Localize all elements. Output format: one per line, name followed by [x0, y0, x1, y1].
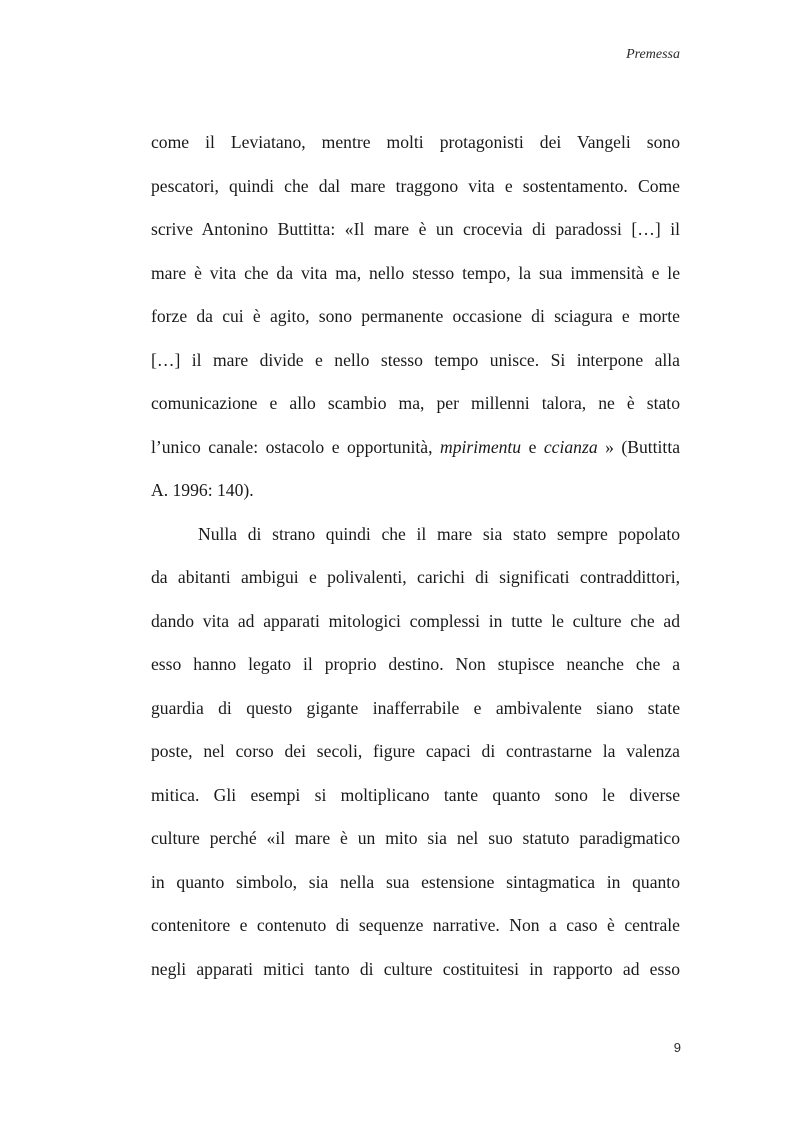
text-line: poste, nel corso dei secoli, figure capaci di contrastarne la valenza — [151, 741, 680, 761]
text-line: culture perché «il mare è un mito sia nel suo statuto paradigmatico — [151, 828, 680, 848]
text-line: Nulla di strano quindi che il mare sia stato sempre popolato — [198, 523, 680, 544]
dialect-term: mpirimentu — [439, 436, 522, 457]
text-line: […] il mare divide e nello stesso tempo unisce. Si interpone alla — [151, 349, 680, 370]
text-segment: l’unico canale: ostacolo e opportunità, — [151, 436, 440, 457]
text-line: negli apparati mitici tanto di culture costituitesi in rapporto ad esso — [151, 958, 680, 979]
running-header: Premessa — [626, 47, 680, 62]
citation: » (Buttitta — [597, 436, 681, 457]
text-line: scrive Antonino Buttitta: «Il mare è un crocevia di paradossi […] il — [151, 219, 680, 239]
text-line: contenitore e contenuto di sequenze narrative. Non a caso è centrale — [151, 915, 680, 935]
text-line: mitica. Gli esempi si moltiplicano tante quanto sono le diverse — [151, 784, 680, 805]
text-line: esso hanno legato il proprio destino. Non stupisce neanche che a — [151, 654, 680, 674]
dialect-term: ccianza — [543, 436, 598, 457]
text-line: dando vita ad apparati mitologici complessi in tutte le culture che ad — [151, 610, 680, 631]
text-line: pescatori, quindi che dal mare traggono vita e sostentamento. Come — [151, 175, 680, 196]
body-text — [151, 121, 680, 991]
text-line: guardia di questo gigante inafferrabile e ambivalente siano state — [151, 697, 680, 718]
text-line: da abitanti ambigui e polivalenti, carichi di significati contraddittori, — [151, 567, 680, 587]
text-line: mare è vita che da vita ma, nello stesso tempo, la sua immensità e le — [151, 262, 680, 283]
text-line: in quanto simbolo, sia nella sua estensione sintagmatica in quanto — [151, 871, 680, 892]
text-line: comunicazione e allo scambio ma, per millenni talora, ne è stato — [151, 393, 680, 413]
page-number: 9 — [673, 1040, 681, 1055]
text-line — [151, 426, 680, 470]
text-line: A. 1996: 140). — [151, 480, 254, 500]
text-line: forze da cui è agito, sono permanente occasione di sciagura e morte — [151, 306, 680, 326]
text-line: come il Leviatano, mentre molti protagonisti dei Vangeli sono — [151, 132, 680, 152]
text-segment: e — [521, 436, 544, 457]
